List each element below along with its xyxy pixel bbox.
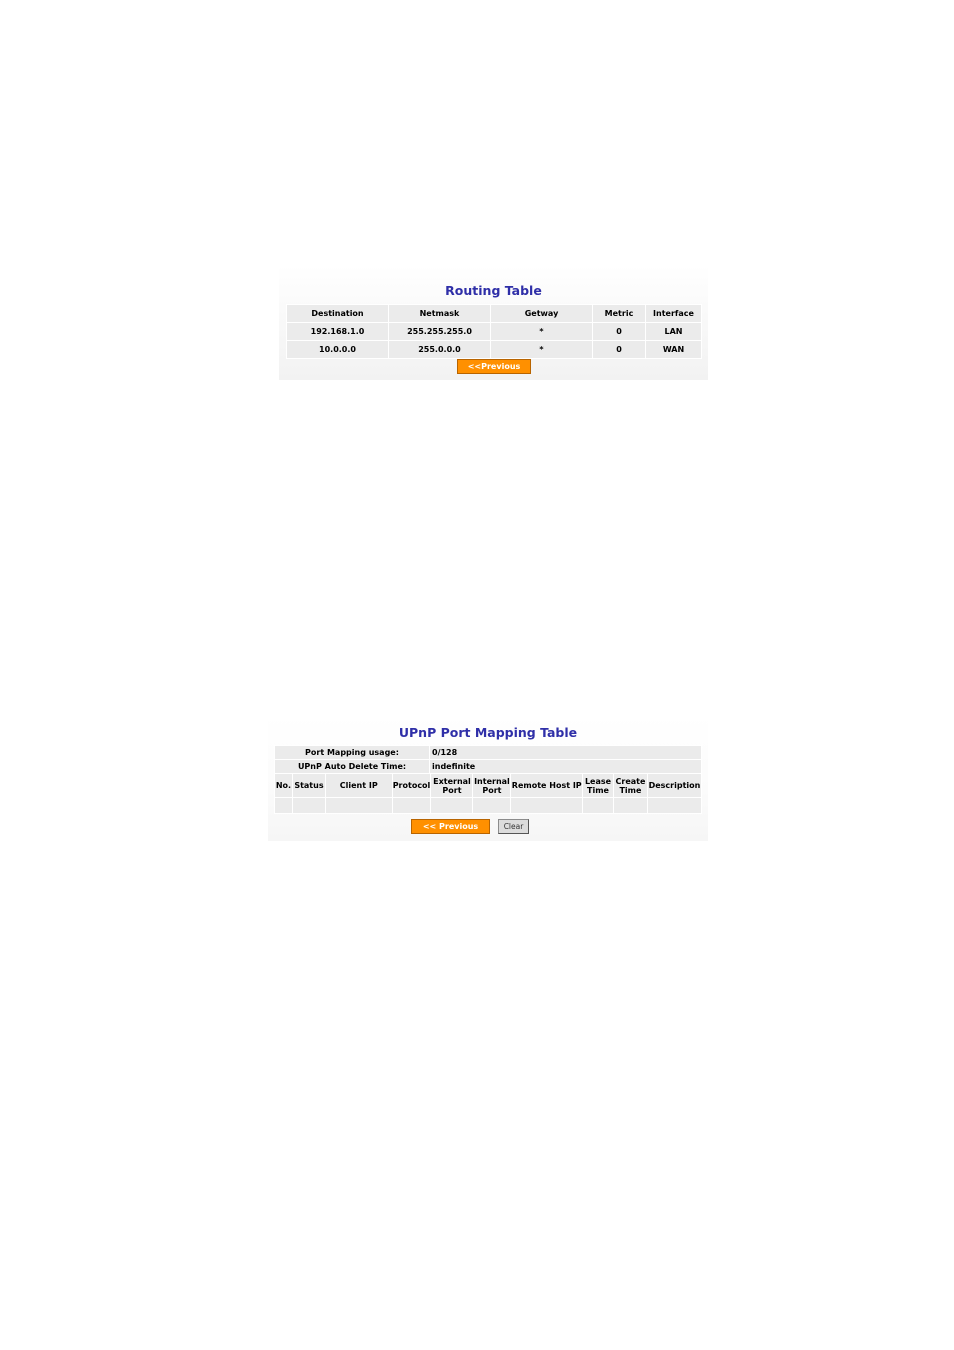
routing-table bbox=[286, 304, 702, 359]
cell-netmask: 255.255.255.0 bbox=[389, 323, 490, 340]
cell-metric: 0 bbox=[593, 323, 645, 340]
col-internal-port: Internal Port bbox=[473, 774, 510, 797]
empty-cell bbox=[648, 798, 701, 813]
cell-interface: WAN bbox=[646, 341, 701, 358]
routing-previous-button[interactable]: <<Previous bbox=[457, 359, 531, 374]
col-description: Description bbox=[648, 774, 701, 797]
clear-button[interactable]: Clear bbox=[498, 819, 529, 834]
table-row bbox=[287, 323, 701, 340]
table-row bbox=[275, 798, 701, 813]
empty-cell bbox=[614, 798, 647, 813]
usage-label: Port Mapping usage: bbox=[275, 746, 429, 759]
routing-table-title: Routing Table bbox=[445, 283, 542, 298]
cell-netmask: 255.0.0.0 bbox=[389, 341, 490, 358]
col-remote-host-ip: Remote Host IP bbox=[511, 774, 582, 797]
auto-delete-value: indefinite bbox=[430, 760, 701, 773]
col-status: Status bbox=[293, 774, 325, 797]
usage-value: 0/128 bbox=[430, 746, 701, 759]
usage-row bbox=[275, 746, 701, 759]
col-netmask: Netmask bbox=[389, 305, 490, 322]
cell-getway: * bbox=[491, 341, 592, 358]
cell-destination: 10.0.0.0 bbox=[287, 341, 388, 358]
upnp-port-mapping-panel bbox=[268, 715, 708, 841]
col-external-port: External Port bbox=[431, 774, 472, 797]
col-destination: Destination bbox=[287, 305, 388, 322]
routing-table-panel bbox=[279, 265, 708, 380]
empty-cell bbox=[431, 798, 472, 813]
cell-metric: 0 bbox=[593, 341, 645, 358]
empty-cell bbox=[275, 798, 292, 813]
empty-cell bbox=[393, 798, 431, 813]
col-client-ip: Client IP bbox=[326, 774, 392, 797]
upnp-previous-button[interactable]: << Previous bbox=[411, 819, 490, 834]
col-lease-time: Lease Time bbox=[583, 774, 613, 797]
empty-cell bbox=[473, 798, 510, 813]
upnp-info-table bbox=[274, 745, 702, 774]
col-protocol: Protocol bbox=[393, 774, 431, 797]
upnp-header-row bbox=[275, 774, 701, 797]
cell-interface: LAN bbox=[646, 323, 701, 340]
empty-cell bbox=[293, 798, 325, 813]
empty-cell bbox=[511, 798, 582, 813]
auto-delete-label: UPnP Auto Delete Time: bbox=[275, 760, 429, 773]
cell-destination: 192.168.1.0 bbox=[287, 323, 388, 340]
col-create-time: Create Time bbox=[614, 774, 647, 797]
upnp-table-title: UPnP Port Mapping Table bbox=[398, 725, 578, 740]
col-metric: Metric bbox=[593, 305, 645, 322]
col-interface: Interface bbox=[646, 305, 701, 322]
auto-delete-row bbox=[275, 760, 701, 773]
col-getway: Getway bbox=[491, 305, 592, 322]
routing-header-row bbox=[287, 305, 701, 322]
cell-getway: * bbox=[491, 323, 592, 340]
col-no: No. bbox=[275, 774, 292, 797]
empty-cell bbox=[583, 798, 613, 813]
table-row bbox=[287, 341, 701, 358]
upnp-mapping-table bbox=[274, 773, 702, 814]
empty-cell bbox=[326, 798, 392, 813]
